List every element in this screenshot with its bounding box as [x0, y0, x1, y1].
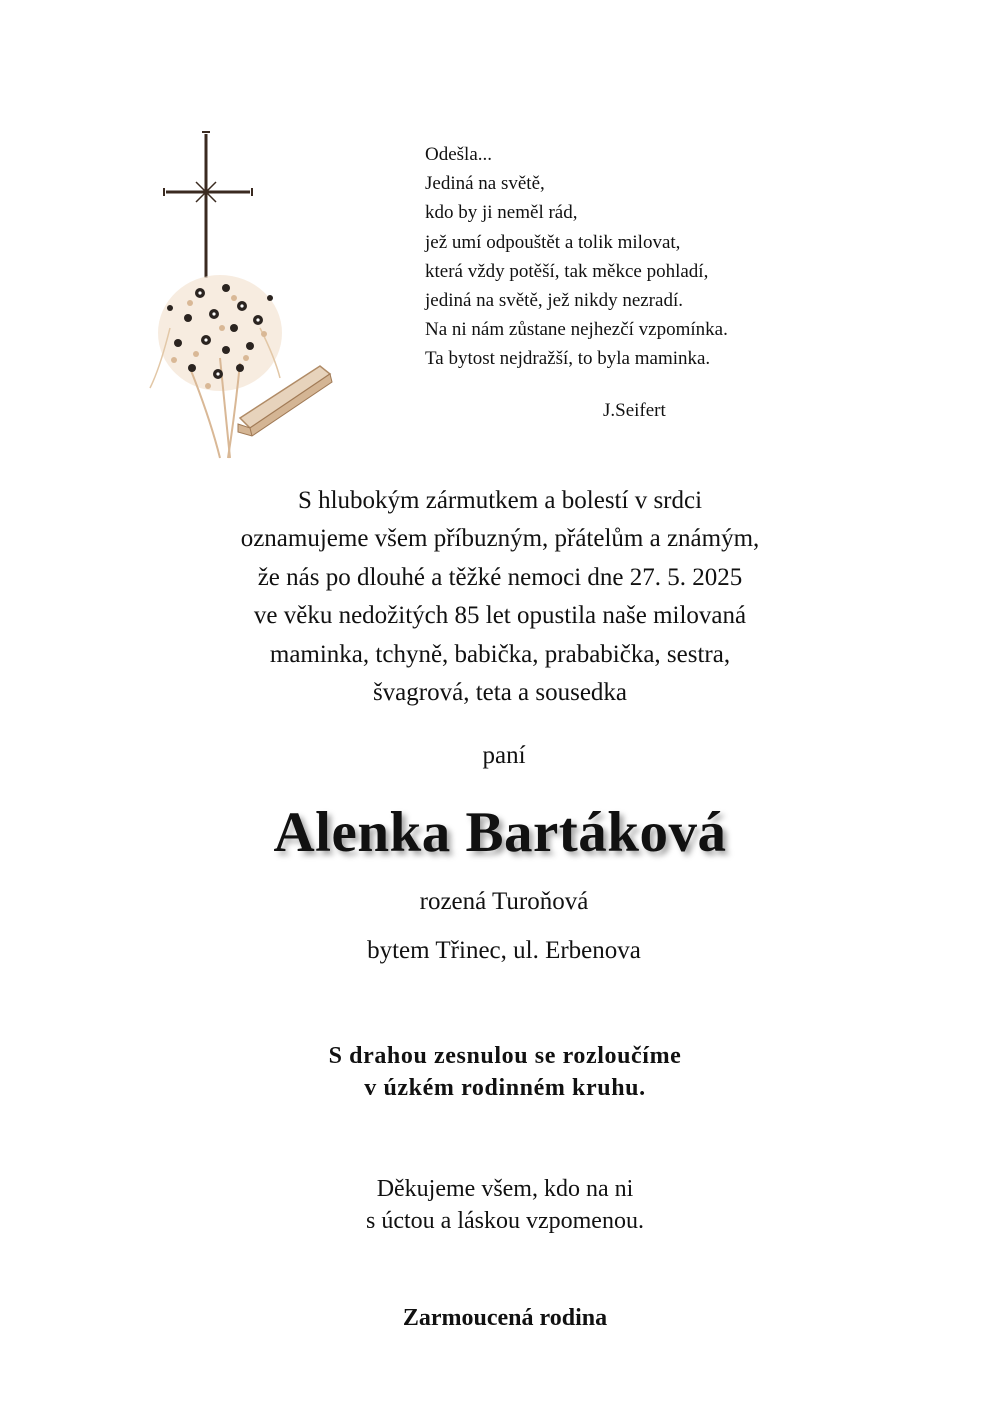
- poem-line: Ta bytost nejdražší, to byla maminka.: [425, 348, 711, 370]
- poem-line: jež umí odpouštět a tolik milovat,: [425, 231, 681, 253]
- thanks-note: [0, 1173, 1000, 1237]
- announcement-line: ve věku nedožitých 85 let opustila naše milovaná: [253, 602, 747, 630]
- cross-icon: [164, 132, 252, 278]
- farewell-notice: [0, 1040, 1000, 1104]
- announcement-line: maminka, tchyně, babička, prababička, sestra,: [269, 640, 731, 668]
- flower-bouquet-icon: [150, 275, 282, 458]
- poem-author: J.Seifert: [603, 400, 666, 421]
- poem-line: jediná na světě, jež nikdy nezradí.: [425, 290, 683, 312]
- poem-line: Na ni nám zůstane nejhezčí vzpomínka.: [425, 319, 728, 341]
- memorial-decoration: [130, 128, 350, 468]
- poem-line: kdo by ji neměl rád,: [425, 202, 578, 224]
- announcement-line: oznamujeme všem příbuzným, přátelům a známým,: [240, 525, 760, 553]
- residence: bytem Třinec, ul. Erbenova: [367, 937, 641, 964]
- honorific: paní: [482, 742, 526, 769]
- poem-line: Odešla...: [425, 144, 493, 165]
- poem-line: Jediná na světě,: [425, 173, 545, 195]
- announcement-text: [0, 482, 1000, 712]
- thanks-line: Děkujeme všem, kdo na ni: [376, 1176, 634, 1202]
- memorial-decoration-art: [130, 128, 350, 468]
- announcement-line: že nás po dlouhé a těžké nemoci dne 27. 5. 2025: [257, 563, 743, 591]
- announcement-line: švagrová, teta a sousedka: [372, 679, 628, 707]
- poem-line: která vždy potěší, tak měkce pohladí,: [425, 260, 709, 282]
- family-signature: Zarmoucená rodina: [402, 1305, 608, 1331]
- announcement-line: S hlubokým zármutkem a bolestí v srdci: [297, 487, 703, 514]
- farewell-line: v úzkém rodinném kruhu.: [364, 1075, 646, 1101]
- farewell-line: S drahou zesnulou se rozloučíme: [328, 1043, 682, 1069]
- thanks-line: s úctou a láskou vzpomenou.: [366, 1208, 644, 1234]
- deceased-name: Alenka Bartáková: [273, 801, 727, 864]
- poem: [425, 140, 845, 374]
- maiden-name: rozená Turoňová: [419, 888, 589, 915]
